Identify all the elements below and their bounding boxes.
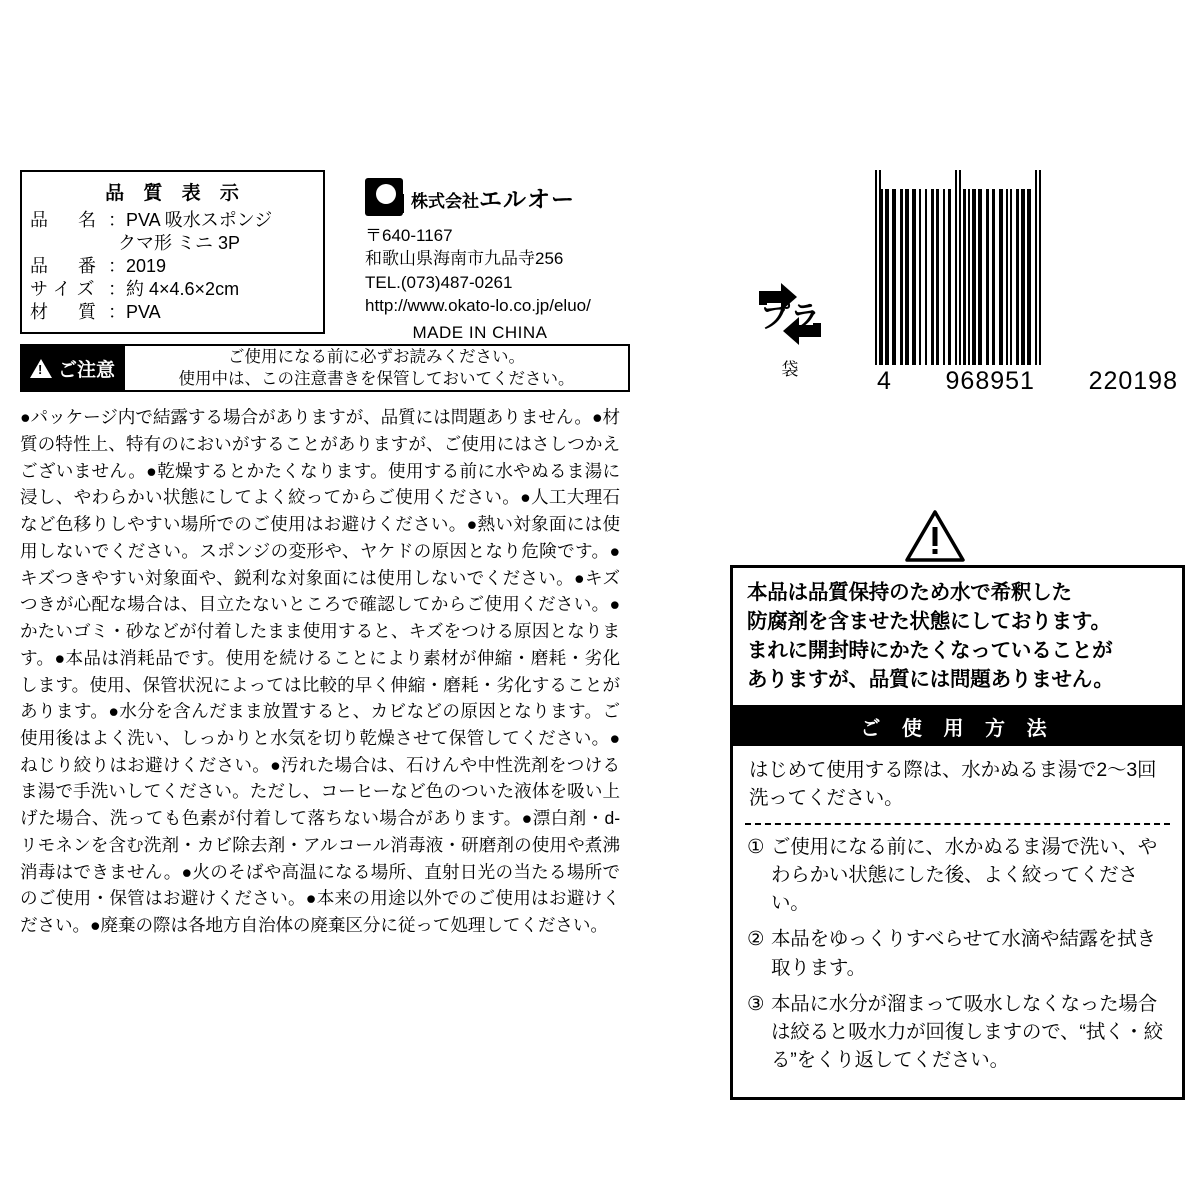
list-item — [733, 833, 1182, 926]
manufacturer-tel: TEL.(073)487-0261 — [365, 272, 513, 292]
ean13-barcode-icon — [875, 170, 1180, 365]
table-row — [30, 301, 315, 324]
quality-row-colon: ： — [108, 256, 126, 277]
manufacturer-name — [411, 181, 575, 214]
caution-instruction-lines — [125, 346, 628, 390]
usage-step-text: 本品をゆっくりすべらせて水滴や結露を拭き取ります。 — [771, 928, 1156, 979]
caution-label-text: ご注意 — [58, 359, 116, 381]
table-row — [30, 209, 315, 232]
caution-bar — [20, 344, 630, 392]
barcode-area — [875, 170, 1180, 396]
svg-text:プラ: プラ — [760, 301, 820, 334]
recycle-mark-area — [730, 275, 850, 380]
barcode-digit-lead: 4 — [877, 367, 892, 395]
caution-line-2: 使用中は、この注意書きを保管しておいてください。 — [178, 370, 575, 389]
quality-row-label: 品 名 — [30, 210, 102, 230]
list-item — [733, 990, 1182, 1083]
made-in-text: MADE IN CHINA — [412, 322, 548, 342]
usage-instructions-box — [730, 705, 1185, 1100]
usage-divider — [745, 823, 1170, 825]
usage-step-text: 本品に水分が溜まって吸水しなくなった場合は絞ると吸水力が回復しますので、“拭く・絞る”をくり返してください。 — [771, 992, 1163, 1072]
notice-line: ありますが、品質には問題ありません。 — [747, 668, 1114, 692]
quality-indication-title: 品 質 表 示 — [105, 183, 246, 204]
manufacturer-postal: 〒640-1167 — [365, 226, 453, 245]
usage-step-number: ① — [747, 835, 765, 858]
barcode-number — [875, 367, 1180, 396]
usage-step-text: ご使用になる前に、水かぬるま湯で洗い、やわらかい状態にした後、よく絞ってください。 — [771, 835, 1158, 915]
manufacturer-heading — [365, 178, 630, 216]
quality-row-subvalue: クマ形 ミニ 3P — [118, 233, 241, 254]
notice-line: まれに開封時にかたくなっていることが — [747, 639, 1113, 663]
caution-line-1: ご使用になる前に必ずお読みください。 — [228, 347, 525, 366]
quality-row-value: 約 4×4.6×2cm — [126, 279, 240, 300]
warning-triangle-icon — [30, 359, 52, 378]
quality-row-value: 2019 — [126, 256, 167, 277]
quality-row-colon: ： — [108, 210, 126, 230]
quality-row-colon: ： — [108, 302, 126, 323]
plastic-recycle-icon — [751, 275, 829, 353]
caution-label — [22, 346, 125, 390]
preservative-notice-box — [730, 565, 1185, 709]
manufacturer-url: http://www.okato-lo.co.jp/eluo/ — [365, 296, 591, 316]
precautions-body-text: ●パッケージ内で結露する場合がありますが、品質には問題ありません。●材質の特性上、特有のにおいがすることがありますが、ご使用にはさしつかえございません。●乾燥するとかたくなります。使用する前に水やぬるま湯に浸し、やわらかい状態にしてよく絞ってからご使用ください。●人工大理石など色移りしやすい場所でのご使用はお避けください。●熱い対象面には使用しないでください。スポンジの変形や、ヤケドの原因となり危険です。●キズつきやすい対象面や、鋭利な対象面には使用しないでください。●キズつきが心配な場合は、目立たないところで確認してからご使用ください。●かたいゴミ・砂などが付着したまま使用すると、キズをつける原因となります。●本品は消耗品です。使用を続けることにより素材が伸縮・磨耗・劣化します。使用、保管状況によっては比較的早く伸縮・磨耗・劣化することがあります。●水分を含んだまま放置すると、カビなどの原因となります。ご使用後はよく洗い、しっかりと水気を切り乾燥させて保管してください。●ねじり絞りはお避けください。●汚れた場合は、石けんや中性洗剤をつけるま湯で手洗いしてください。ただし、コーヒーなど色のついた液体を吸い上げた場合、洗っても色素が付着して落ちない場合があります。●漂白剤・d-リモネンを含む洗剤・カビ除去剤・アルコール消毒液・研磨剤の使用や煮沸消毒はできません。●火のそばや高温になる場所、直射日光の当たる場所でのご使用・保管はお避けください。●本来の用途以外でのご使用はお避けください。●廃棄の際は各地方自治体の廃棄区分に従って処理してください。 — [20, 407, 620, 936]
manufacturer-address: 和歌山県海南市九品寺256 — [365, 249, 564, 269]
quality-indication-box — [20, 170, 325, 334]
quality-row-value: PVA — [126, 302, 161, 323]
usage-instructions-header: ご 使 用 方 法 — [733, 708, 1182, 746]
quality-row-label: 品 番 — [30, 256, 102, 277]
warning-triangle-icon — [905, 510, 965, 562]
elo-logo-mark-icon — [365, 178, 403, 216]
barcode-digit-group-2: 220198 — [1088, 367, 1178, 395]
usage-step-number: ③ — [747, 992, 765, 1015]
quality-row-colon: ： — [108, 279, 126, 300]
notice-line: 防腐剤を含ませた状態にしております。 — [747, 610, 1111, 634]
usage-step-number: ② — [747, 928, 765, 951]
manufacturer-name-prefix: 株式会社 — [411, 191, 479, 211]
quality-row-label: 材 質 — [30, 302, 102, 323]
quality-row-value: PVA 吸水スポンジ — [126, 210, 273, 230]
table-row — [30, 255, 315, 278]
table-row — [30, 278, 315, 301]
usage-intro-text: はじめて使用する際は、水かぬるま湯で2～3回洗ってください。 — [749, 759, 1157, 810]
manufacturer-block — [365, 178, 630, 343]
manufacturer-name-main: エルオー — [479, 185, 575, 212]
recycle-mark-label: 袋 — [781, 360, 799, 379]
list-item — [733, 925, 1182, 990]
notice-line: 本品は品質保持のため水で希釈した — [747, 581, 1072, 604]
quality-row-label: サイズ — [30, 279, 101, 300]
barcode-digit-group-1: 968951 — [945, 367, 1035, 395]
barcode-bar — [1039, 170, 1041, 365]
left-label-column — [20, 170, 630, 939]
